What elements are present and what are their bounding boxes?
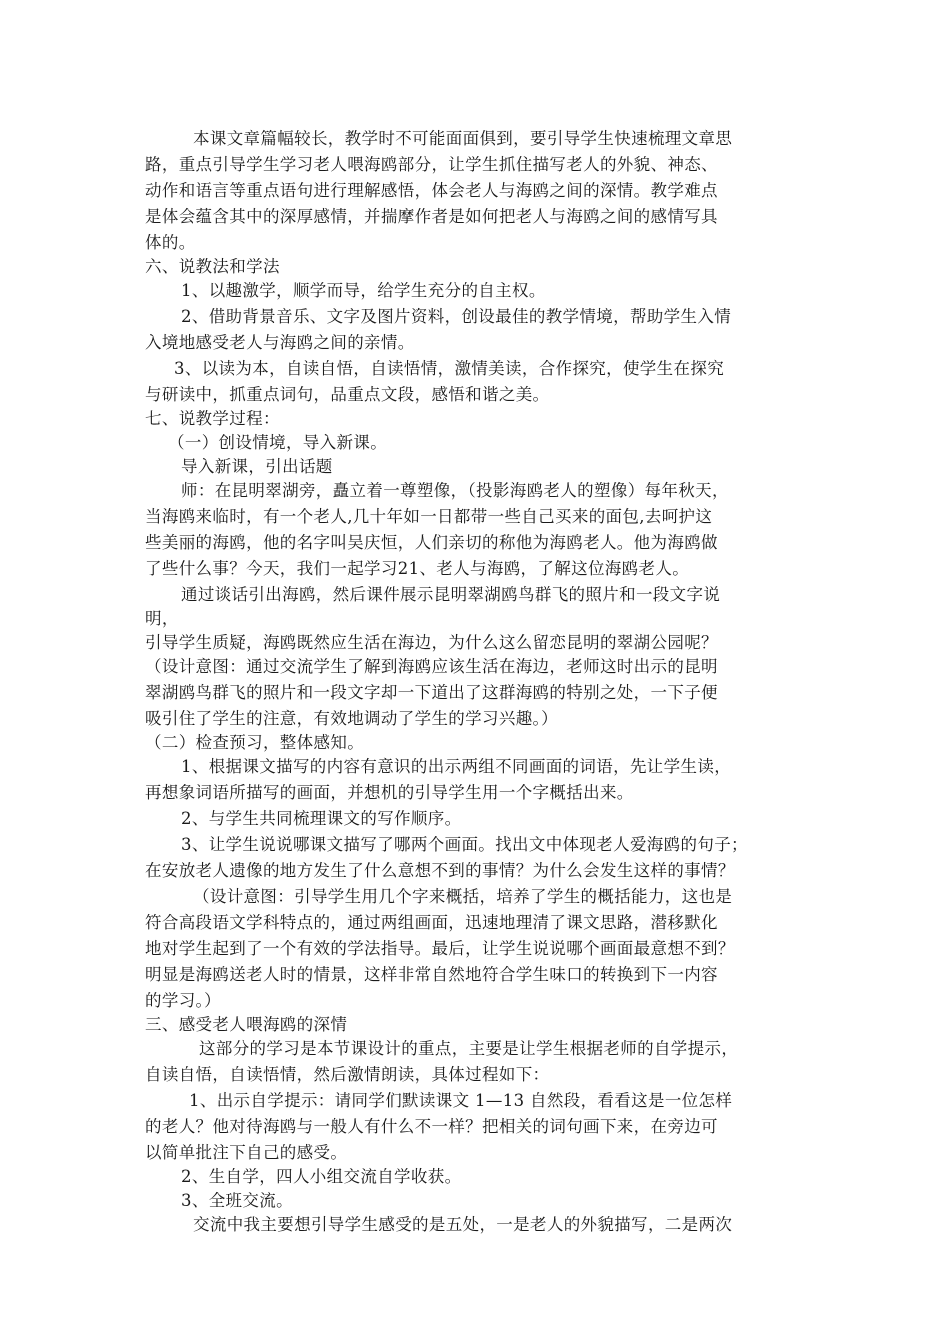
paragraph-line: 动作和语言等重点语句进行理解感悟，体会老人与海鸥之间的深情。教学难点 [145,181,718,200]
paragraph-line: 自读自悟，自读悟情，然后激情朗读，具体过程如下： [145,1065,550,1084]
design-note-line: 翠湖鸥鸟群飞的照片和一段文字却一下道出了这群海鸥的特别之处，一下子便 [145,683,718,702]
paragraph-line: 的老人？他对待海鸥与一般人有什么不一样？把相关的词句画下来，在旁边可 [145,1117,718,1136]
design-note-line: 明显是海鸥送老人时的情景，这样非常自然地符合学生味口的转换到下一内容 [145,965,718,984]
paragraph-line: 路，重点引导学生学习老人喂海鸥部分，让学生抓住描写老人的外貌、神态、 [145,155,718,174]
section-heading: 三、感受老人喂海鸥的深情 [145,1015,348,1034]
paragraph-line: 交流中我主要想引导学生感受的是五处，一是老人的外貌描写，二是两次 [193,1215,733,1234]
list-item: 3、全班交流。 [181,1191,293,1210]
list-item: 1、以趣激学，顺学而导，给学生充分的自主权。 [181,281,546,300]
subsection-heading: （二）检查预习，整体感知。 [145,733,365,752]
paragraph-line: 导入新课，引出话题 [181,457,333,476]
paragraph-line: 再想象词语所描写的画面，并想机的引导学生用一个字概括出来。 [145,783,634,802]
paragraph-line: 入境地感受老人与海鸥之间的亲情。 [145,333,415,352]
list-item: 3、让学生说说哪课文描写了哪两个画面。找出文中体现老人爱海鸥的句子； [181,835,748,854]
paragraph-line: 明， [145,609,179,628]
paragraph-line: 师：在昆明翠湖旁，矗立着一尊塑像，（投影海鸥老人的塑像）每年秋天， [181,481,729,500]
paragraph-line: 通过谈话引出海鸥，然后课件展示昆明翠湖鸥鸟群飞的照片和一段文字说 [181,585,721,604]
paragraph-line: 这部分的学习是本节课设计的重点，主要是让学生根据老师的自学提示， [199,1039,739,1058]
paragraph-line: 本课文章篇幅较长，教学时不可能面面俱到，要引导学生快速梳理文章思 [193,129,733,148]
paragraph-line: 与研读中，抓重点词句，品重点文段，感悟和谐之美。 [145,385,550,404]
section-heading: 七、说教学过程： [145,409,280,428]
list-item: 2、借助背景音乐、文字及图片资料，创设最佳的教学情境，帮助学生入情 [181,307,732,326]
list-item: 3、以读为本，自读自悟，自读悟情，激情美读，合作探究，使学生在探究 [174,359,725,378]
design-note-line: 吸引住了学生的注意，有效地调动了学生的学习兴趣。） [145,709,558,728]
subsection-heading: （一）创设情境，导入新课。 [168,433,388,452]
design-note-line: 符合高段语文学科特点的，通过两组画面，迅速地理清了课文思路，潜移默化 [145,913,718,932]
list-item: 1、根据课文描写的内容有意识的出示两组不同画面的词语，先让学生读， [181,757,732,776]
paragraph-line: 在安放老人遗像的地方发生了什么意想不到的事情？为什么会发生这样的事情？ [145,861,735,880]
paragraph-line: 引导学生质疑，海鸥既然应生活在海边，为什么这么留恋昆明的翠湖公园呢？ [145,633,718,652]
paragraph-line: 了些什么事？今天，我们一起学习21、老人与海鸥，了解这位海鸥老人。 [145,559,690,578]
list-item: 2、生自学，四人小组交流自学收获。 [181,1167,462,1186]
paragraph-line: 以简单批注下自己的感受。 [145,1143,348,1162]
design-note-line: 的学习。） [145,991,221,1010]
design-note-line: （设计意图：引导学生用几个字来概括，培养了学生的概括能力，这也是 [193,887,733,906]
paragraph-line: 是体会蕴含其中的深厚感情，并揣摩作者是如何把老人与海鸥之间的感情写具 [145,207,718,226]
paragraph-line: 些美丽的海鸥，他的名字叫吴庆恒，人们亲切的称他为海鸥老人。他为海鸥做 [145,533,718,552]
list-item: 1、出示自学提示：请同学们默读课文 1—13 自然段，看看这是一位怎样 [189,1091,733,1110]
list-item: 2、与学生共同梳理课文的写作顺序。 [181,809,462,828]
design-note-line: 地对学生起到了一个有效的学法指导。最后，让学生说说哪个画面最意想不到？ [145,939,735,958]
section-heading: 六、说教法和学法 [145,257,280,276]
paragraph-line: 当海鸥来临时，有一个老人,几十年如一日都带一些自己买来的面包,去呵护这 [145,507,713,526]
design-note-line: （设计意图：通过交流学生了解到海鸥应该生活在海边，老师这时出示的昆明 [145,657,718,676]
paragraph-line: 体的。 [145,233,196,252]
